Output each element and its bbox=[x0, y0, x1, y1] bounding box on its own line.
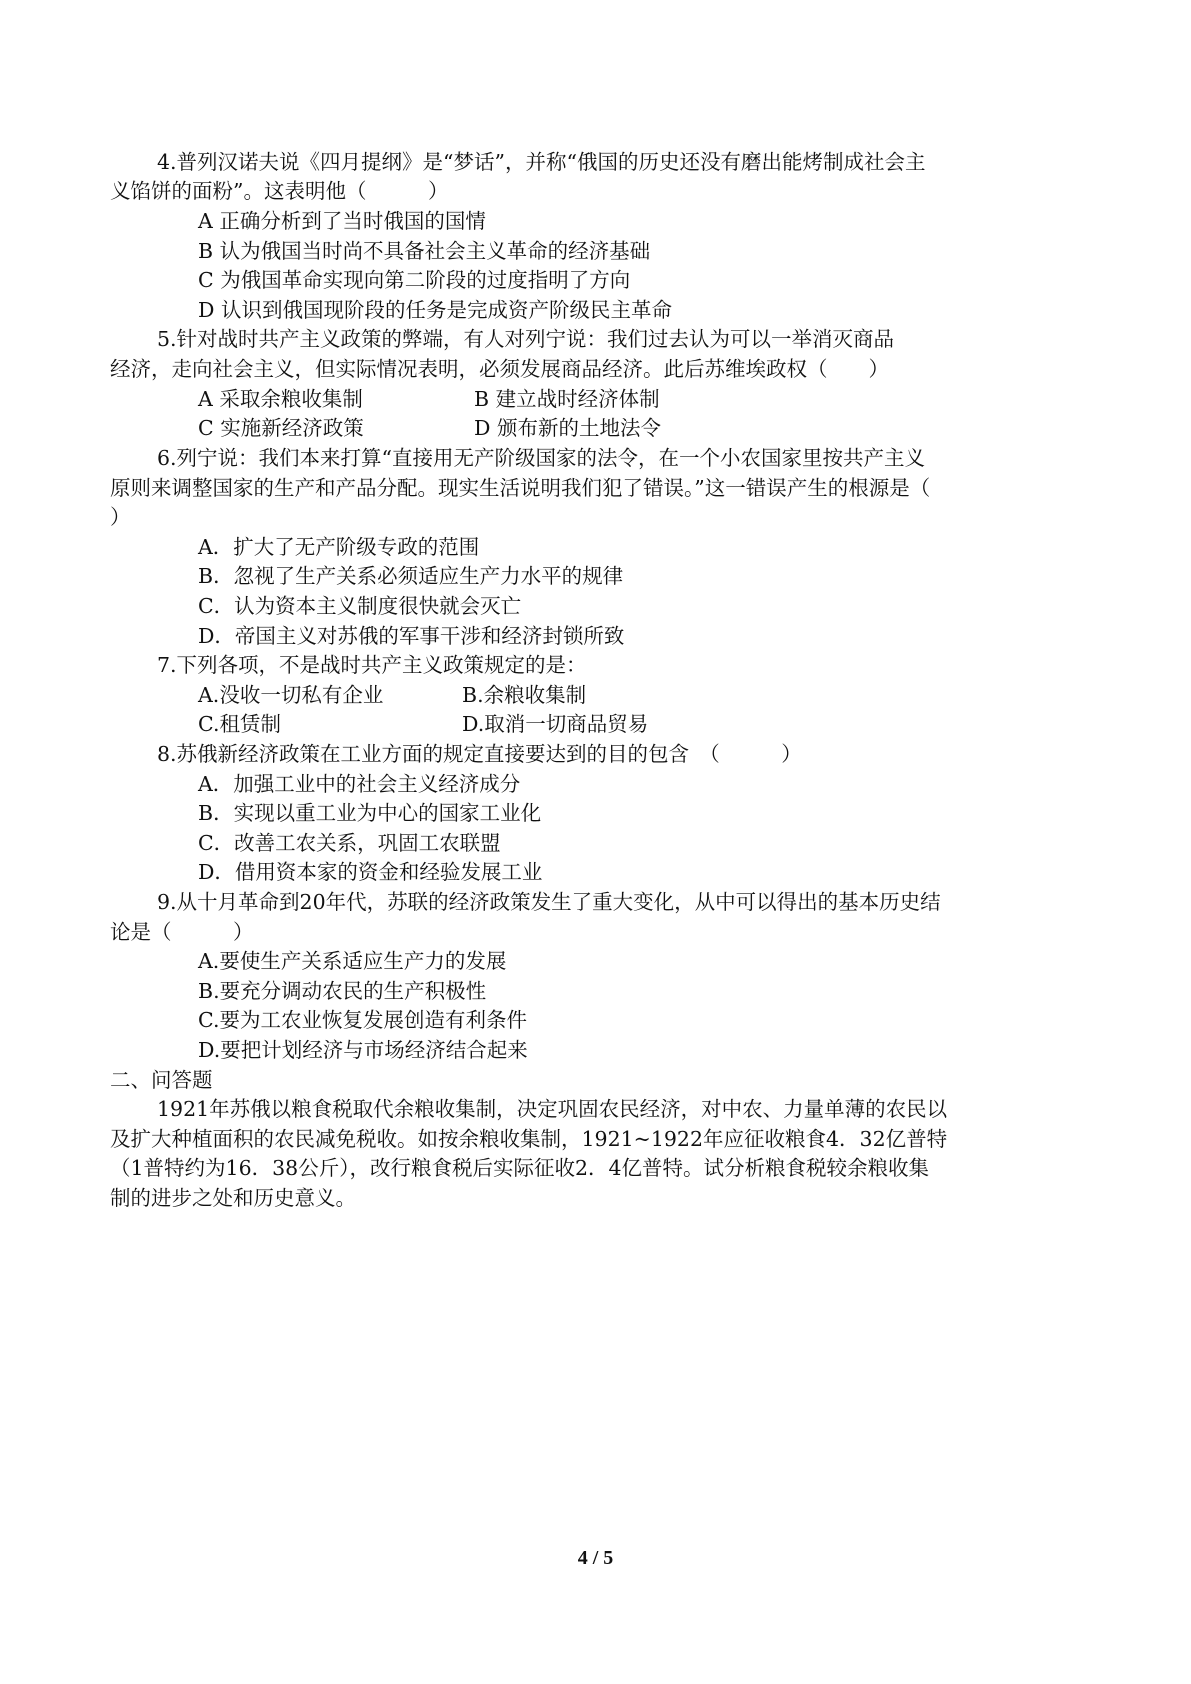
question-9-option-b: B.要充分调动农民的生产积极性 bbox=[198, 979, 487, 1003]
question-8-option-b: B．实现以重工业为中心的国家工业化 bbox=[198, 801, 542, 825]
question-9-option-a: A.要使生产关系适应生产力的发展 bbox=[198, 949, 507, 973]
page-number: 4 / 5 bbox=[577, 1547, 614, 1569]
question-7-stem-line-1: 7.下列各项，不是战时共产主义政策规定的是： bbox=[157, 653, 587, 677]
section-2-heading: 二、问答题 bbox=[110, 1068, 213, 1092]
question-8-option-c: C．改善工农关系，巩固工农联盟 bbox=[198, 831, 501, 855]
question-5-option-c: C 实施新经济政策 bbox=[198, 416, 364, 440]
question-5-stem-line-2: 经济，走向社会主义，但实际情况表明，必须发展商品经济。此后苏维埃政权（ ） bbox=[110, 357, 889, 381]
question-5-option-d: D 颁布新的土地法令 bbox=[474, 416, 661, 440]
question-4-option-b: B 认为俄国当时尚不具备社会主义革命的经济基础 bbox=[198, 239, 651, 263]
question-5-option-b: B 建立战时经济体制 bbox=[474, 387, 660, 411]
question-6-option-b: B．忽视了生产关系必须适应生产力水平的规律 bbox=[198, 564, 624, 588]
question-7-option-a: A.没收一切私有企业 bbox=[198, 683, 384, 707]
section-2-paragraph-line-2: 及扩大种植面积的农民减免税收。如按余粮收集制，1921~1922年应征收粮食4．32亿普特 bbox=[110, 1127, 948, 1151]
question-4-stem-line-1: 4.普列汉诺夫说《四月提纲》是“梦话”，并称“俄国的历史还没有磨出能烤制成社会主 bbox=[157, 150, 926, 174]
question-7-option-d: D.取消一切商品贸易 bbox=[462, 712, 649, 736]
question-6-option-a: A．扩大了无产阶级专政的范围 bbox=[198, 535, 480, 559]
section-2-paragraph-line-4: 制的进步之处和历史意义。 bbox=[110, 1186, 356, 1210]
question-8-option-d: D．借用资本家的资金和经验发展工业 bbox=[198, 860, 543, 884]
question-9-stem-line-1: 9.从十月革命到20年代，苏联的经济政策发生了重大变化，从中可以得出的基本历史结 bbox=[157, 890, 941, 914]
question-5-option-a: A 采取余粮收集制 bbox=[198, 387, 363, 411]
section-2-paragraph-line-3: （1普特约为16．38公斤），改行粮食税后实际征收2．4亿普特。试分析粮食税较余粮收集 bbox=[110, 1156, 930, 1180]
question-6-stem-line-1: 6.列宁说：我们本来打算“直接用无产阶级国家的法令，在一个小农国家里按共产主义 bbox=[157, 446, 926, 470]
question-8-option-a: A．加强工业中的社会主义经济成分 bbox=[198, 772, 521, 796]
question-4-option-a: A 正确分析到了当时俄国的国情 bbox=[198, 209, 486, 233]
question-9-stem-line-2: 论是（ ） bbox=[110, 920, 254, 944]
question-6-stem-line-2: 原则来调整国家的生产和产品分配。现实生活说明我们犯了错误。”这一错误产生的根源是（ bbox=[110, 476, 931, 500]
question-6-option-d: D．帝国主义对苏俄的军事干涉和经济封锁所致 bbox=[198, 624, 625, 648]
question-5-stem-line-1: 5.针对战时共产主义政策的弊端，有人对列宁说：我们过去认为可以一举消灭商品 bbox=[157, 327, 895, 351]
question-4-stem-line-2: 义馅饼的面粉”。这表明他（ ） bbox=[110, 179, 449, 203]
question-6-option-c: C．认为资本主义制度很快就会灭亡 bbox=[198, 594, 522, 618]
question-4-option-d: D 认识到俄国现阶段的任务是完成资产阶级民主革命 bbox=[198, 298, 672, 322]
question-7-option-b: B.余粮收集制 bbox=[462, 683, 587, 707]
question-7-option-c: C.租赁制 bbox=[198, 712, 281, 736]
question-4-option-c: C 为俄国革命实现向第二阶段的过度指明了方向 bbox=[198, 268, 631, 292]
question-9-option-d: D.要把计划经济与市场经济结合起来 bbox=[198, 1038, 528, 1062]
question-9-option-c: C.要为工农业恢复发展创造有利条件 bbox=[198, 1008, 527, 1032]
question-8-stem-line-1: 8.苏俄新经济政策在工业方面的规定直接要达到的目的包含 （ ） bbox=[157, 742, 802, 766]
question-6-stem-line-3: ） bbox=[110, 505, 131, 529]
section-2-paragraph-line-1: 1921年苏俄以粮食税取代余粮收集制，决定巩固农民经济，对中农、力量单薄的农民以 bbox=[157, 1097, 948, 1121]
